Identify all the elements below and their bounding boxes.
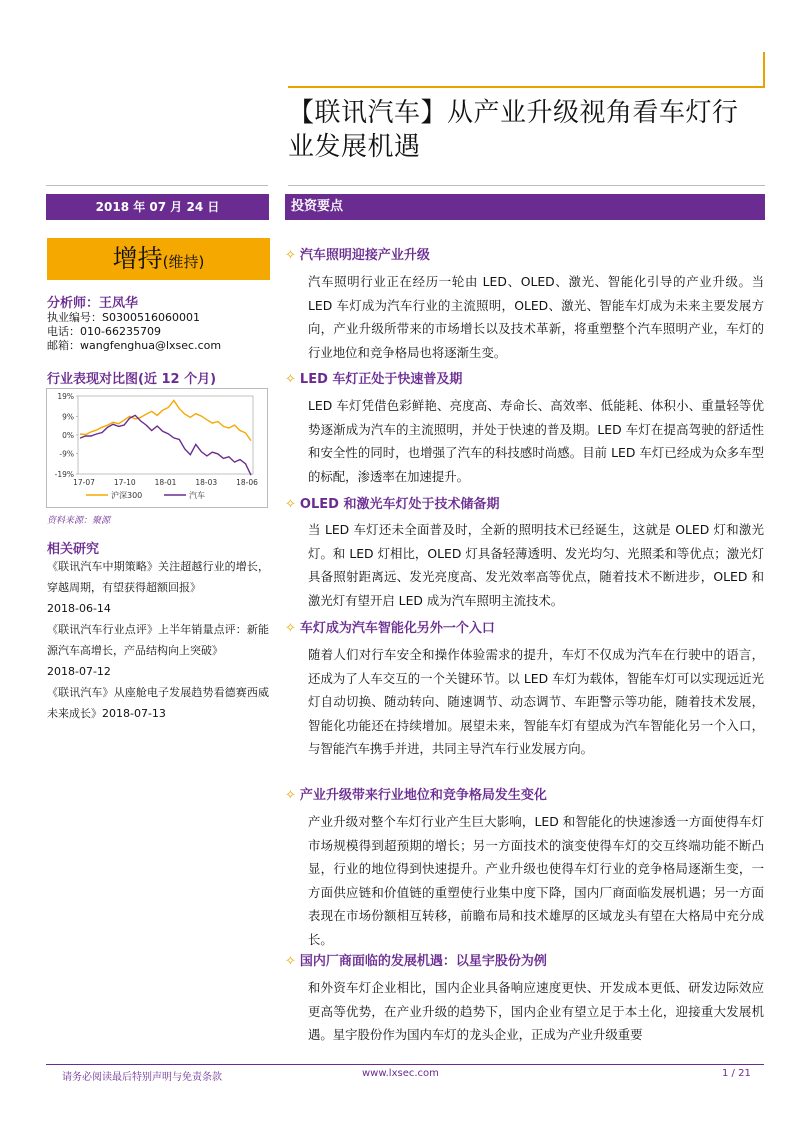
section-body-3: 当 LED 车灯还未全面普及时，全新的照明技术已经诞生，这就是 OLED 灯和激光灯。和 LED 灯相比，OLED 灯具备轻薄透明、发光均匀、光照柔和等优点；激光灯具备照射距离远、发光亮度高、发光效率高等优点，随着技术不断进步，OLED 和激光灯有望开启 LED 成为汽车照明主流技术。 bbox=[308, 522, 764, 608]
diamond-icon: ✧ bbox=[285, 248, 296, 263]
section-body-4: 随着人们对行车安全和操作体验需求的提升，车灯不仅成为汽车在行驶中的语言，还成为了人车交互的一个关键环节。以 LED 车灯为载体，智能车灯可以实现远近光灯自动切换、随动转向、随速调节、动态调节、车距警示等功能，随着技术发展，智能化功能还在持续增加。展望未来，智能车灯有望成为汽车智能化另一个入口，与智能汽车携手并进，共同主导汽车行业发展方向。 bbox=[308, 647, 764, 756]
x-tick-label: 17-07 bbox=[73, 478, 95, 487]
section-title-bar: 投资要点 bbox=[285, 194, 765, 220]
analyst-phone: 电话：010-66235709 bbox=[47, 325, 161, 338]
chart-frame bbox=[47, 389, 268, 508]
left-divider bbox=[46, 185, 268, 186]
y-tick-label: 19% bbox=[57, 392, 74, 401]
y-tick-label: 0% bbox=[62, 431, 74, 440]
right-divider bbox=[288, 185, 765, 186]
footer-divider bbox=[46, 1064, 764, 1065]
section-body-6: 和外资车灯企业相比，国内企业具备响应速度更快、开发成本更低、研发边际效应更高等优势，在产业升级的趋势下，国内企业有望立足于本土化，迎接重大发展机遇。星宇股份作为国内车灯的龙头企业，正成为产业升级重要 bbox=[308, 980, 764, 1042]
analyst-license: 执业编号：S0300516060001 bbox=[47, 311, 200, 324]
x-tick-label: 18-01 bbox=[154, 478, 177, 487]
diamond-icon: ✧ bbox=[285, 372, 296, 387]
footer-page: 1 / 21 bbox=[722, 1068, 751, 1079]
legend-label: 沪深300 bbox=[111, 491, 143, 500]
performance-chart bbox=[46, 388, 268, 508]
chart-source: 资料来源：聚源 bbox=[47, 516, 111, 526]
diamond-icon: ✧ bbox=[285, 497, 296, 512]
top-accent-horizontal bbox=[288, 86, 765, 88]
section-heading-3: ✧ OLED 和激光车灯处于技术储备期 bbox=[285, 497, 500, 512]
y-tick-label: 9% bbox=[62, 412, 74, 422]
related-research-title: 相关研究 bbox=[47, 542, 100, 557]
section-heading-1: ✧ 汽车照明迎接产业升级 bbox=[285, 248, 430, 263]
diamond-icon: ✧ bbox=[285, 954, 296, 969]
analyst-name: 分析师：王凤华 bbox=[47, 296, 139, 311]
legend-label: 汽车 bbox=[189, 491, 205, 500]
x-tick-label: 18-06 bbox=[236, 478, 258, 487]
rating-box bbox=[47, 238, 270, 280]
related-item[interactable] bbox=[47, 682, 269, 724]
related-item[interactable] bbox=[47, 619, 269, 682]
section-heading-6: ✧ 国内厂商面临的发展机遇：以星宇股份为例 bbox=[285, 954, 547, 969]
rating-sub: (维持) bbox=[162, 253, 205, 271]
footer-site[interactable]: www.lxsec.com bbox=[362, 1068, 439, 1079]
footer-disclaimer[interactable]: 请务必阅读最后特别声明与免责条款 bbox=[62, 1072, 222, 1083]
related-item-title[interactable]: 《联讯汽车》从座舱电子发展趋势看德赛西威未来成长》2018-07-13 bbox=[47, 686, 269, 720]
analyst-email[interactable]: 邮箱：wangfenghua@lxsec.com bbox=[47, 339, 222, 352]
related-item-title[interactable]: 《联讯汽车行业点评》上半年销量点评：新能源汽车高增长，产品结构向上突破》 bbox=[47, 623, 269, 657]
x-tick-label: 17-10 bbox=[113, 478, 136, 487]
y-tick-label: -19% bbox=[54, 470, 74, 479]
related-item[interactable] bbox=[47, 556, 269, 619]
y-tick-label: -9% bbox=[59, 449, 74, 459]
related-item-title[interactable]: 《联讯汽车中期策略》关注超越行业的增长，穿越周期，有望获得超额回报》 bbox=[47, 560, 269, 594]
report-title: 【联讯汽车】从产业升级视角看车灯行业发展机遇 bbox=[288, 98, 739, 162]
section-heading-2: ✧ LED 车灯正处于快速普及期 bbox=[285, 372, 463, 387]
diamond-icon: ✧ bbox=[285, 788, 296, 803]
rating-main: 增持 bbox=[112, 244, 163, 273]
section-body-1: 汽车照明行业正在经历一轮由 LED、OLED、激光、智能化引导的产业升级。当 LED 车灯成为汽车行业的主流照明，OLED、激光、智能车灯成为未来主要发展方向，产业升级所带来的市场增长以及技术革新，将重塑整个汽车照明产业，车灯的行业地位和竞争格局也将逐渐生变。 bbox=[308, 274, 764, 360]
performance-chart-title: 行业表现对比图(近 12 个月) bbox=[47, 372, 217, 387]
x-tick-label: 18-03 bbox=[195, 478, 218, 487]
related-research-list bbox=[47, 556, 269, 724]
section-body-2: LED 车灯凭借色彩鲜艳、亮度高、寿命长、高效率、低能耗、体积小、重量轻等优势逐渐成为汽车的主流照明，并处于快速的普及期。LED 车灯在提高驾驶的舒适性和安全性的同时，也增强了汽车的科技感时尚感。目前 LED 车灯已经成为众多车型的标配，渗透率在加速提升。 bbox=[308, 398, 764, 484]
diamond-icon: ✧ bbox=[285, 621, 296, 636]
section-heading-4: ✧ 车灯成为汽车智能化另外一个入口 bbox=[285, 621, 495, 636]
top-accent-vertical bbox=[763, 52, 765, 88]
section-heading-5: ✧ 产业升级带来行业地位和竞争格局发生变化 bbox=[285, 788, 547, 803]
related-item-date: 2018-06-14 bbox=[47, 602, 111, 615]
report-date: 2018 年 07 月 24 日 bbox=[46, 194, 269, 220]
section-body-5: 产业升级对整个车灯行业产生巨大影响，LED 和智能化的快速渗透一方面使得车灯市场规模得到超预期的增长；另一方面技术的演变使得车灯的交互终端功能不断凸显，行业的地位得到快速提升。产业升级也使得车灯行业的竞争格局逐渐生变，一方面供应链和价值链的重塑使行业集中度下降，国内厂商面临发展机遇；另一方面表现在市场份额相互转移，前瞻布局和技术雄厚的区域龙头有望在大格局中充分成长。 bbox=[308, 814, 764, 947]
related-item-date: 2018-07-12 bbox=[47, 665, 111, 678]
